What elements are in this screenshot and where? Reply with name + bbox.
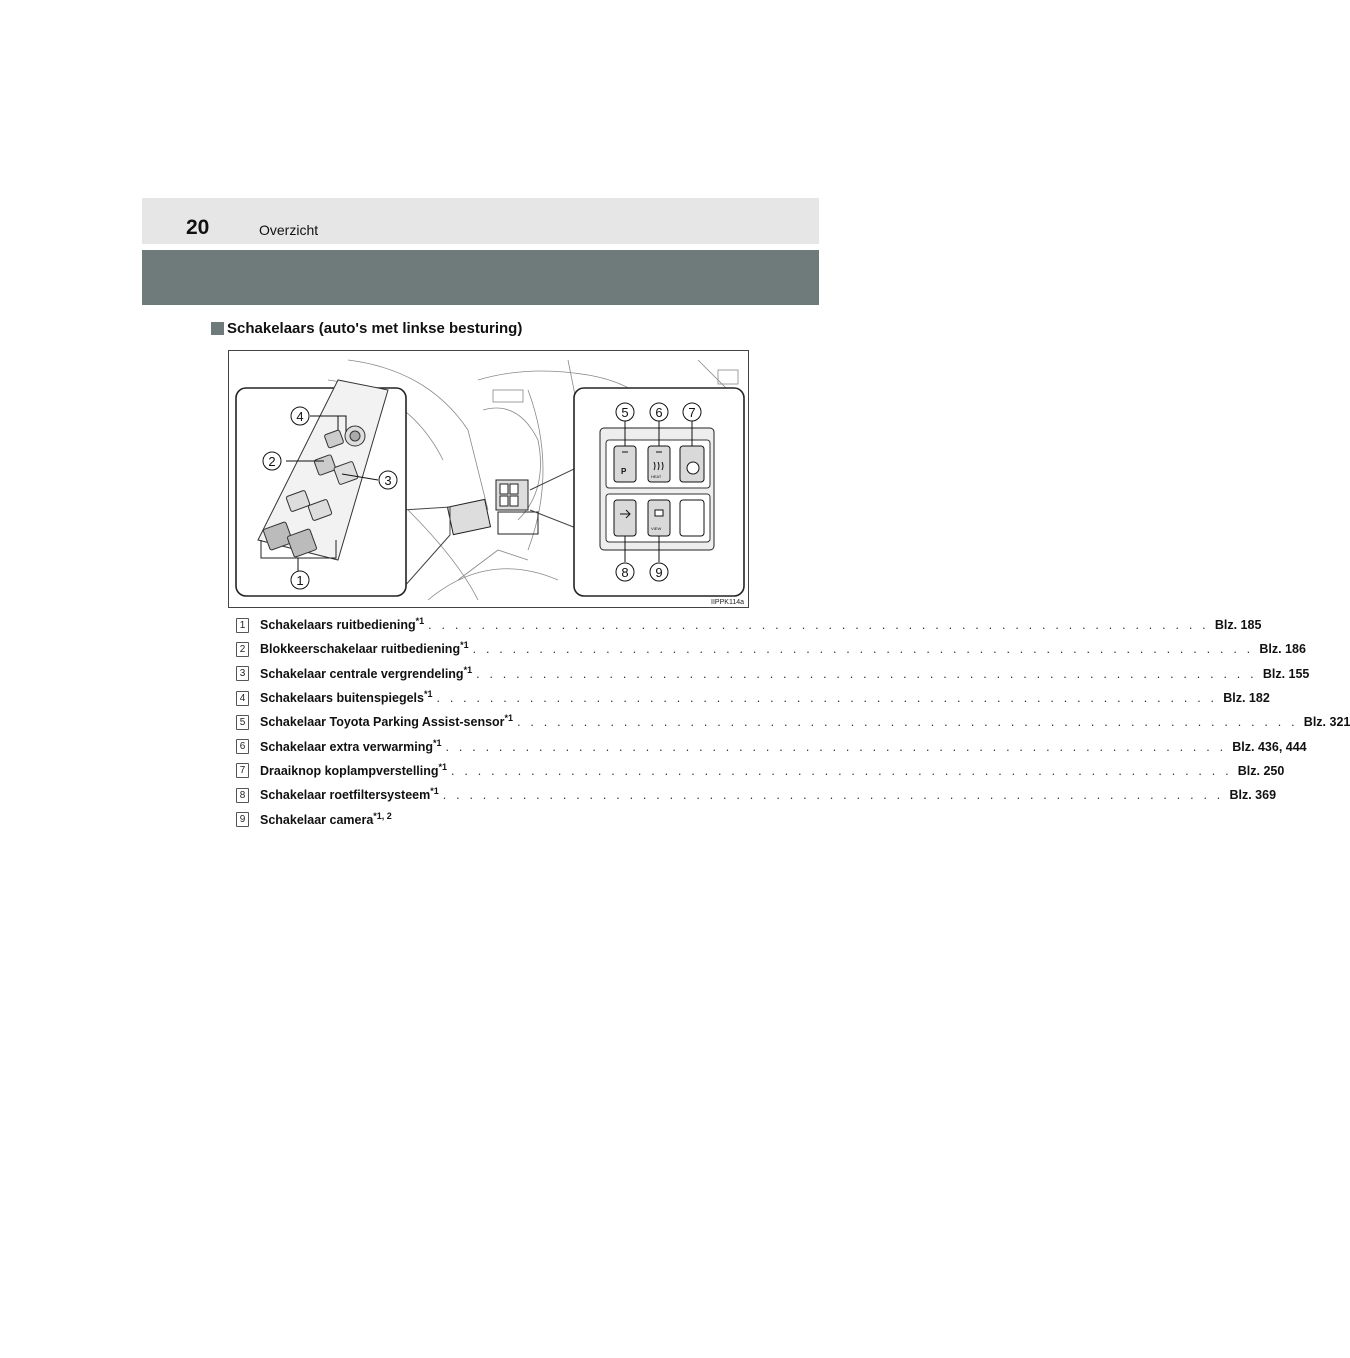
callout-4-label: 4 xyxy=(296,409,304,424)
switches-figure xyxy=(228,350,749,608)
callout-7-label: 7 xyxy=(688,405,696,420)
page-reference[interactable]: Blz. 186 xyxy=(1259,642,1306,657)
item-label: Schakelaar extra verwarming$^{*1}$ xyxy=(260,737,442,754)
page-reference[interactable]: Blz. 369 xyxy=(1229,788,1277,803)
item-label: Schakelaar roetfiltersysteem$^{*1}$ xyxy=(260,786,439,803)
item-label: Schakelaars buitenspiegels$^{*1}$ xyxy=(260,688,433,706)
list-item xyxy=(236,710,1350,734)
chapter-title: Overzicht xyxy=(259,222,319,238)
dot-leader: . . . . . . . . . . . . . . . . . . . . . . . . . . . . . . . . . . . . . . . . . . . . . . . . . . . . . . . . . . . xyxy=(436,691,1218,706)
callout-8-label: 8 xyxy=(621,565,629,580)
page-reference[interactable]: Blz. 436, 444 xyxy=(1232,739,1307,754)
item-number: 3 xyxy=(236,666,249,681)
callout-6-label: 6 xyxy=(655,405,663,420)
list-item xyxy=(236,783,1277,807)
page-reference[interactable]: Blz. 182 xyxy=(1223,691,1270,706)
item-label: Draaiknop koplampverstelling$^{*1}$ xyxy=(260,761,448,778)
callout-9-label: 9 xyxy=(655,565,663,580)
section-heading-text: Schakelaars (auto's met linkse besturing) xyxy=(227,319,523,337)
item-label: Schakelaar centrale vergrendeling$^{*1}$ xyxy=(260,664,473,681)
dot-leader: . . . . . . . . . . . . . . . . . . . . . . . . . . . . . . . . . . . . . . . . . . . . . . . . . . . . . . . . . . . xyxy=(451,763,1232,778)
heading-marker xyxy=(211,322,224,335)
dot-leader: . . . . . . . . . . . . . . . . . . . . . . . . . . . . . . . . . . . . . . . . . . . . . . . . . . . . . . . . . . . xyxy=(517,715,1298,730)
item-number: 2 xyxy=(236,642,249,657)
list-item xyxy=(236,613,1262,637)
page-number: 20 xyxy=(186,216,210,239)
page-reference[interactable]: Blz. 250 xyxy=(1237,763,1285,778)
dot-leader: . . . . . . . . . . . . . . . . . . . . . . . . . . . . . . . . . . . . . . . . . . . . . . . . . . . . . . . . . . . xyxy=(472,642,1254,657)
list-item xyxy=(236,759,1285,783)
callout-2-label: 2 xyxy=(268,454,276,469)
heat-button-label: HEAT xyxy=(651,474,662,479)
dot-leader: . . . . . . . . . . . . . . . . . . . . . . . . . . . . . . . . . . . . . . . . . . . . . . . . . . . . . . . . . . . xyxy=(476,666,1257,681)
dpf-button xyxy=(614,500,636,536)
callout-3-label: 3 xyxy=(384,473,392,488)
item-number: 1 xyxy=(236,618,249,633)
park-button-label: P xyxy=(621,467,627,476)
left-zoom-panel xyxy=(236,380,450,596)
page-reference[interactable]: Blz. 185 xyxy=(1214,618,1262,633)
dot-leader: . . . . . . . . . . . . . . . . . . . . . . . . . . . . . . . . . . . . . . . . . . . . . . . . . . . . . . . . . . . xyxy=(445,739,1227,754)
right-zoom-panel xyxy=(530,388,744,596)
list-item xyxy=(236,807,724,831)
item-number: 5 xyxy=(236,715,249,730)
page-reference[interactable]: Blz. 321 xyxy=(1303,715,1350,730)
item-number: 8 xyxy=(236,788,249,803)
blank-button xyxy=(680,500,704,536)
item-label: Blokkeerschakelaar ruitbediening$^{*1}$ xyxy=(260,640,469,657)
item-number: 6 xyxy=(236,739,249,754)
view-button-label: VIEW xyxy=(651,526,662,531)
section-bar xyxy=(142,250,819,305)
item-number: 9 xyxy=(236,812,249,827)
item-number: 7 xyxy=(236,763,249,778)
dot-leader: . . . . . . . . . . . . . . . . . . . . . . . . . . . . . . . . . . . . . . . . . . . . . . . . . . . . . . . . . . . xyxy=(428,618,1209,633)
dot-leader: . . . . . . . . . . . . . . . . . . . . . . . . . . . . . . . . . . . . . . . . . . . . . . . . . . . . . . . . . . . xyxy=(442,788,1224,803)
switch-list xyxy=(236,613,1350,832)
page-reference[interactable]: Blz. 155 xyxy=(1262,666,1310,681)
header-bar xyxy=(142,198,819,244)
item-label: Schakelaar Toyota Parking Assist-sensor$^{*1}$ xyxy=(260,713,514,730)
item-label: Schakelaars ruitbediening$^{*1}$ xyxy=(260,615,425,633)
switches-illustration xyxy=(228,350,749,608)
item-number: 4 xyxy=(236,691,249,706)
callout-5-label: 5 xyxy=(621,405,629,420)
list-item xyxy=(236,662,1310,686)
figure-code: IIPPK114a xyxy=(711,599,744,606)
callout-1-label: 1 xyxy=(296,573,304,588)
section-heading xyxy=(211,318,522,338)
item-label: Schakelaar camera$^{*1, 2}$ xyxy=(260,810,392,827)
scene-console-switches xyxy=(448,480,538,535)
list-item xyxy=(236,686,1270,710)
list-item xyxy=(236,637,1306,661)
list-item xyxy=(236,734,1307,758)
parking-assist-button xyxy=(614,446,636,482)
